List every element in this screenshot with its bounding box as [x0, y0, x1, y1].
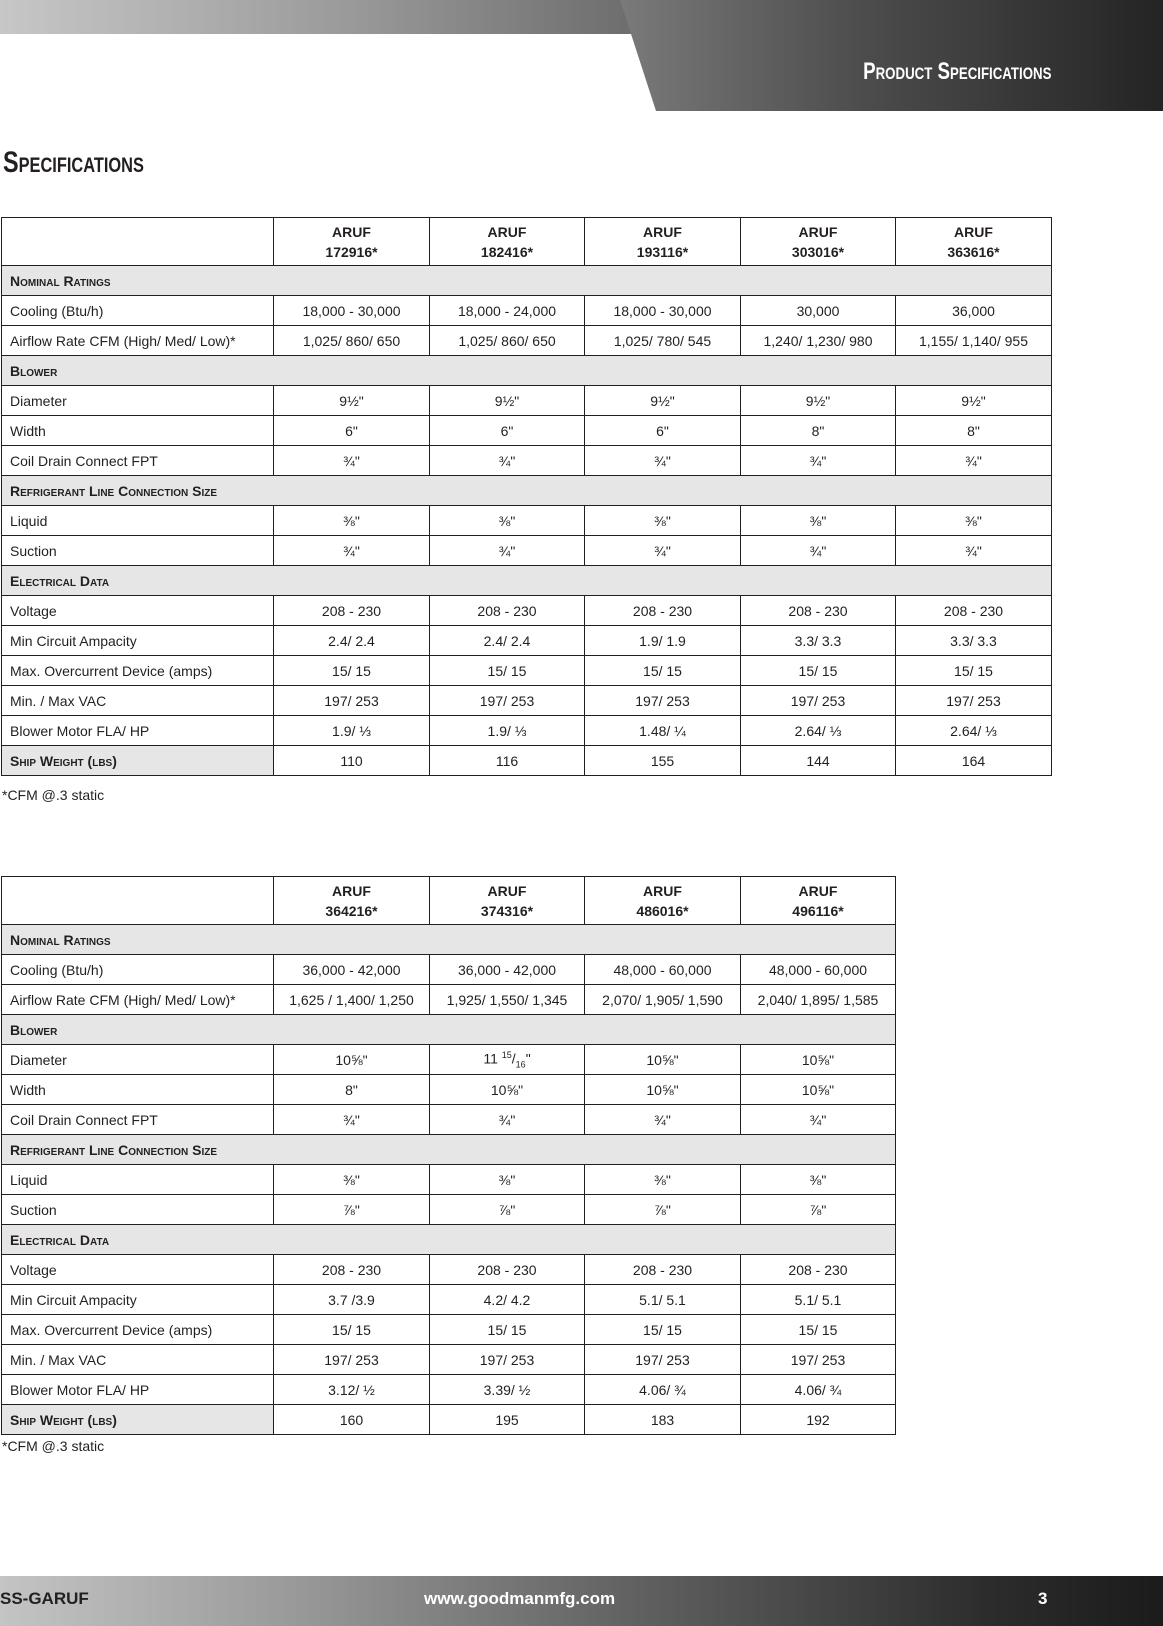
footer-url-link[interactable]: www.goodmanmfg.com: [424, 1589, 616, 1608]
footnote-2: *CFM @.3 static: [2, 1438, 105, 1454]
table-row-drain: Coil Drain Connect FPT ¾" ¾" ¾" ¾": [2, 1105, 896, 1135]
fraction-cell: 11 $^{15}/_{16}$": [430, 1045, 585, 1075]
model-header: ARUF 496116*: [741, 877, 896, 925]
table-row-cooling: Cooling (Btu/h) 36,000 - 42,000 36,000 - 42,000 48,000 - 60,000 48,000 - 60,000: [2, 955, 896, 985]
page-title: Specifications: [3, 146, 144, 179]
table-row-weight: Ship Weight (lbs) 110 116 155 144 164: [2, 746, 1052, 776]
table-row-vac: Min. / Max VAC 197/ 253 197/ 253 197/ 253 197/ 253 197/ 253: [2, 686, 1052, 716]
table-row-liquid: Liquid ⅜" ⅜" ⅜" ⅜" ⅜": [2, 506, 1052, 536]
table-row-fla: Blower Motor FLA/ HP 3.12/ ½ 3.39/ ½ 4.06/ ¾ 4.06/ ¾: [2, 1375, 896, 1405]
model-header: ARUF 363616*: [896, 218, 1052, 266]
table-row-width: Width 8" 10⅝" 10⅝" 10⅝": [2, 1075, 896, 1105]
table-row-mocp: Max. Overcurrent Device (amps) 15/ 15 15/ 15 15/ 15 15/ 15 15/ 15: [2, 656, 1052, 686]
section-row-blower: Blower: [2, 1015, 896, 1045]
section-row-blower: Blower: [2, 356, 1052, 386]
model-header: ARUF 172916*: [274, 218, 430, 266]
table-row-suction: Suction ⅞" ⅞" ⅞" ⅞": [2, 1195, 896, 1225]
model-header: ARUF 486016*: [585, 877, 741, 925]
section-row-electrical: Electrical Data: [2, 1225, 896, 1255]
table-row-diameter: Diameter 10⅝" 11 $^{15}/_{16}$" 10⅝" 10⅝": [2, 1045, 896, 1075]
model-header: ARUF 193116*: [585, 218, 741, 266]
table-row-voltage: Voltage 208 - 230 208 - 230 208 - 230 208 - 230 208 - 230: [2, 596, 1052, 626]
footer-page-number: 3: [1038, 1589, 1048, 1608]
table-row-drain: Coil Drain Connect FPT ¾" ¾" ¾" ¾" ¾": [2, 446, 1052, 476]
table-row-mocp: Max. Overcurrent Device (amps) 15/ 15 15/ 15 15/ 15 15/ 15: [2, 1315, 896, 1345]
footer-doc-code: SS-GARUF: [0, 1589, 89, 1608]
table-row-width: Width 6" 6" 6" 8" 8": [2, 416, 1052, 446]
footnote-1: *CFM @.3 static: [2, 787, 105, 803]
section-row-nominal: Nominal Ratings: [2, 266, 1052, 296]
table-row-mca: Min Circuit Ampacity 2.4/ 2.4 2.4/ 2.4 1.9/ 1.9 3.3/ 3.3 3.3/ 3.3: [2, 626, 1052, 656]
spec-table-1: [1, 217, 1052, 776]
spec-table-2: [1, 876, 896, 1435]
table-row-vac: Min. / Max VAC 197/ 253 197/ 253 197/ 253 197/ 253: [2, 1345, 896, 1375]
header-tab: [620, 0, 1163, 111]
table-row-voltage: Voltage 208 - 230 208 - 230 208 - 230 208 - 230: [2, 1255, 896, 1285]
header-empty-cell: [2, 877, 274, 925]
model-header-row: [2, 877, 896, 925]
model-header: ARUF 374316*: [430, 877, 585, 925]
table-row-diameter: Diameter 9½" 9½" 9½" 9½" 9½": [2, 386, 1052, 416]
header-empty-cell: [2, 218, 274, 266]
table-row-airflow: Airflow Rate CFM (High/ Med/ Low)* 1,025/ 860/ 650 1,025/ 860/ 650 1,025/ 780/ 545 1,240/ 1,230/ 980 1,155/ 1,140/ 955: [2, 326, 1052, 356]
model-header: ARUF 182416*: [430, 218, 585, 266]
table-row-airflow: Airflow Rate CFM (High/ Med/ Low)* 1,625 / 1,400/ 1,250 1,925/ 1,550/ 1,345 2,070/ 1,905/ 1,590 2,040/ 1,895/ 1,585: [2, 985, 896, 1015]
table-row-liquid: Liquid ⅜" ⅜" ⅜" ⅜": [2, 1165, 896, 1195]
header-title: Product Specifications: [862, 58, 1051, 85]
table-row-weight: Ship Weight (lbs) 160 195 183 192: [2, 1405, 896, 1435]
section-row-refrigerant: Refrigerant Line Connection Size: [2, 1135, 896, 1165]
table-row-cooling: Cooling (Btu/h) 18,000 - 30,000 18,000 - 24,000 18,000 - 30,000 30,000 36,000: [2, 296, 1052, 326]
table-row-mca: Min Circuit Ampacity 3.7 /3.9 4.2/ 4.2 5.1/ 5.1 5.1/ 5.1: [2, 1285, 896, 1315]
section-row-nominal: Nominal Ratings: [2, 925, 896, 955]
model-header-row: [2, 218, 1052, 266]
table-row-suction: Suction ¾" ¾" ¾" ¾" ¾": [2, 536, 1052, 566]
section-row-refrigerant: Refrigerant Line Connection Size: [2, 476, 1052, 506]
model-header: ARUF 364216*: [274, 877, 430, 925]
model-header: ARUF 303016*: [741, 218, 896, 266]
table-row-fla: Blower Motor FLA/ HP 1.9/ ⅓ 1.9/ ⅓ 1.48/ ¼ 2.64/ ⅓ 2.64/ ⅓: [2, 716, 1052, 746]
section-row-electrical: Electrical Data: [2, 566, 1052, 596]
